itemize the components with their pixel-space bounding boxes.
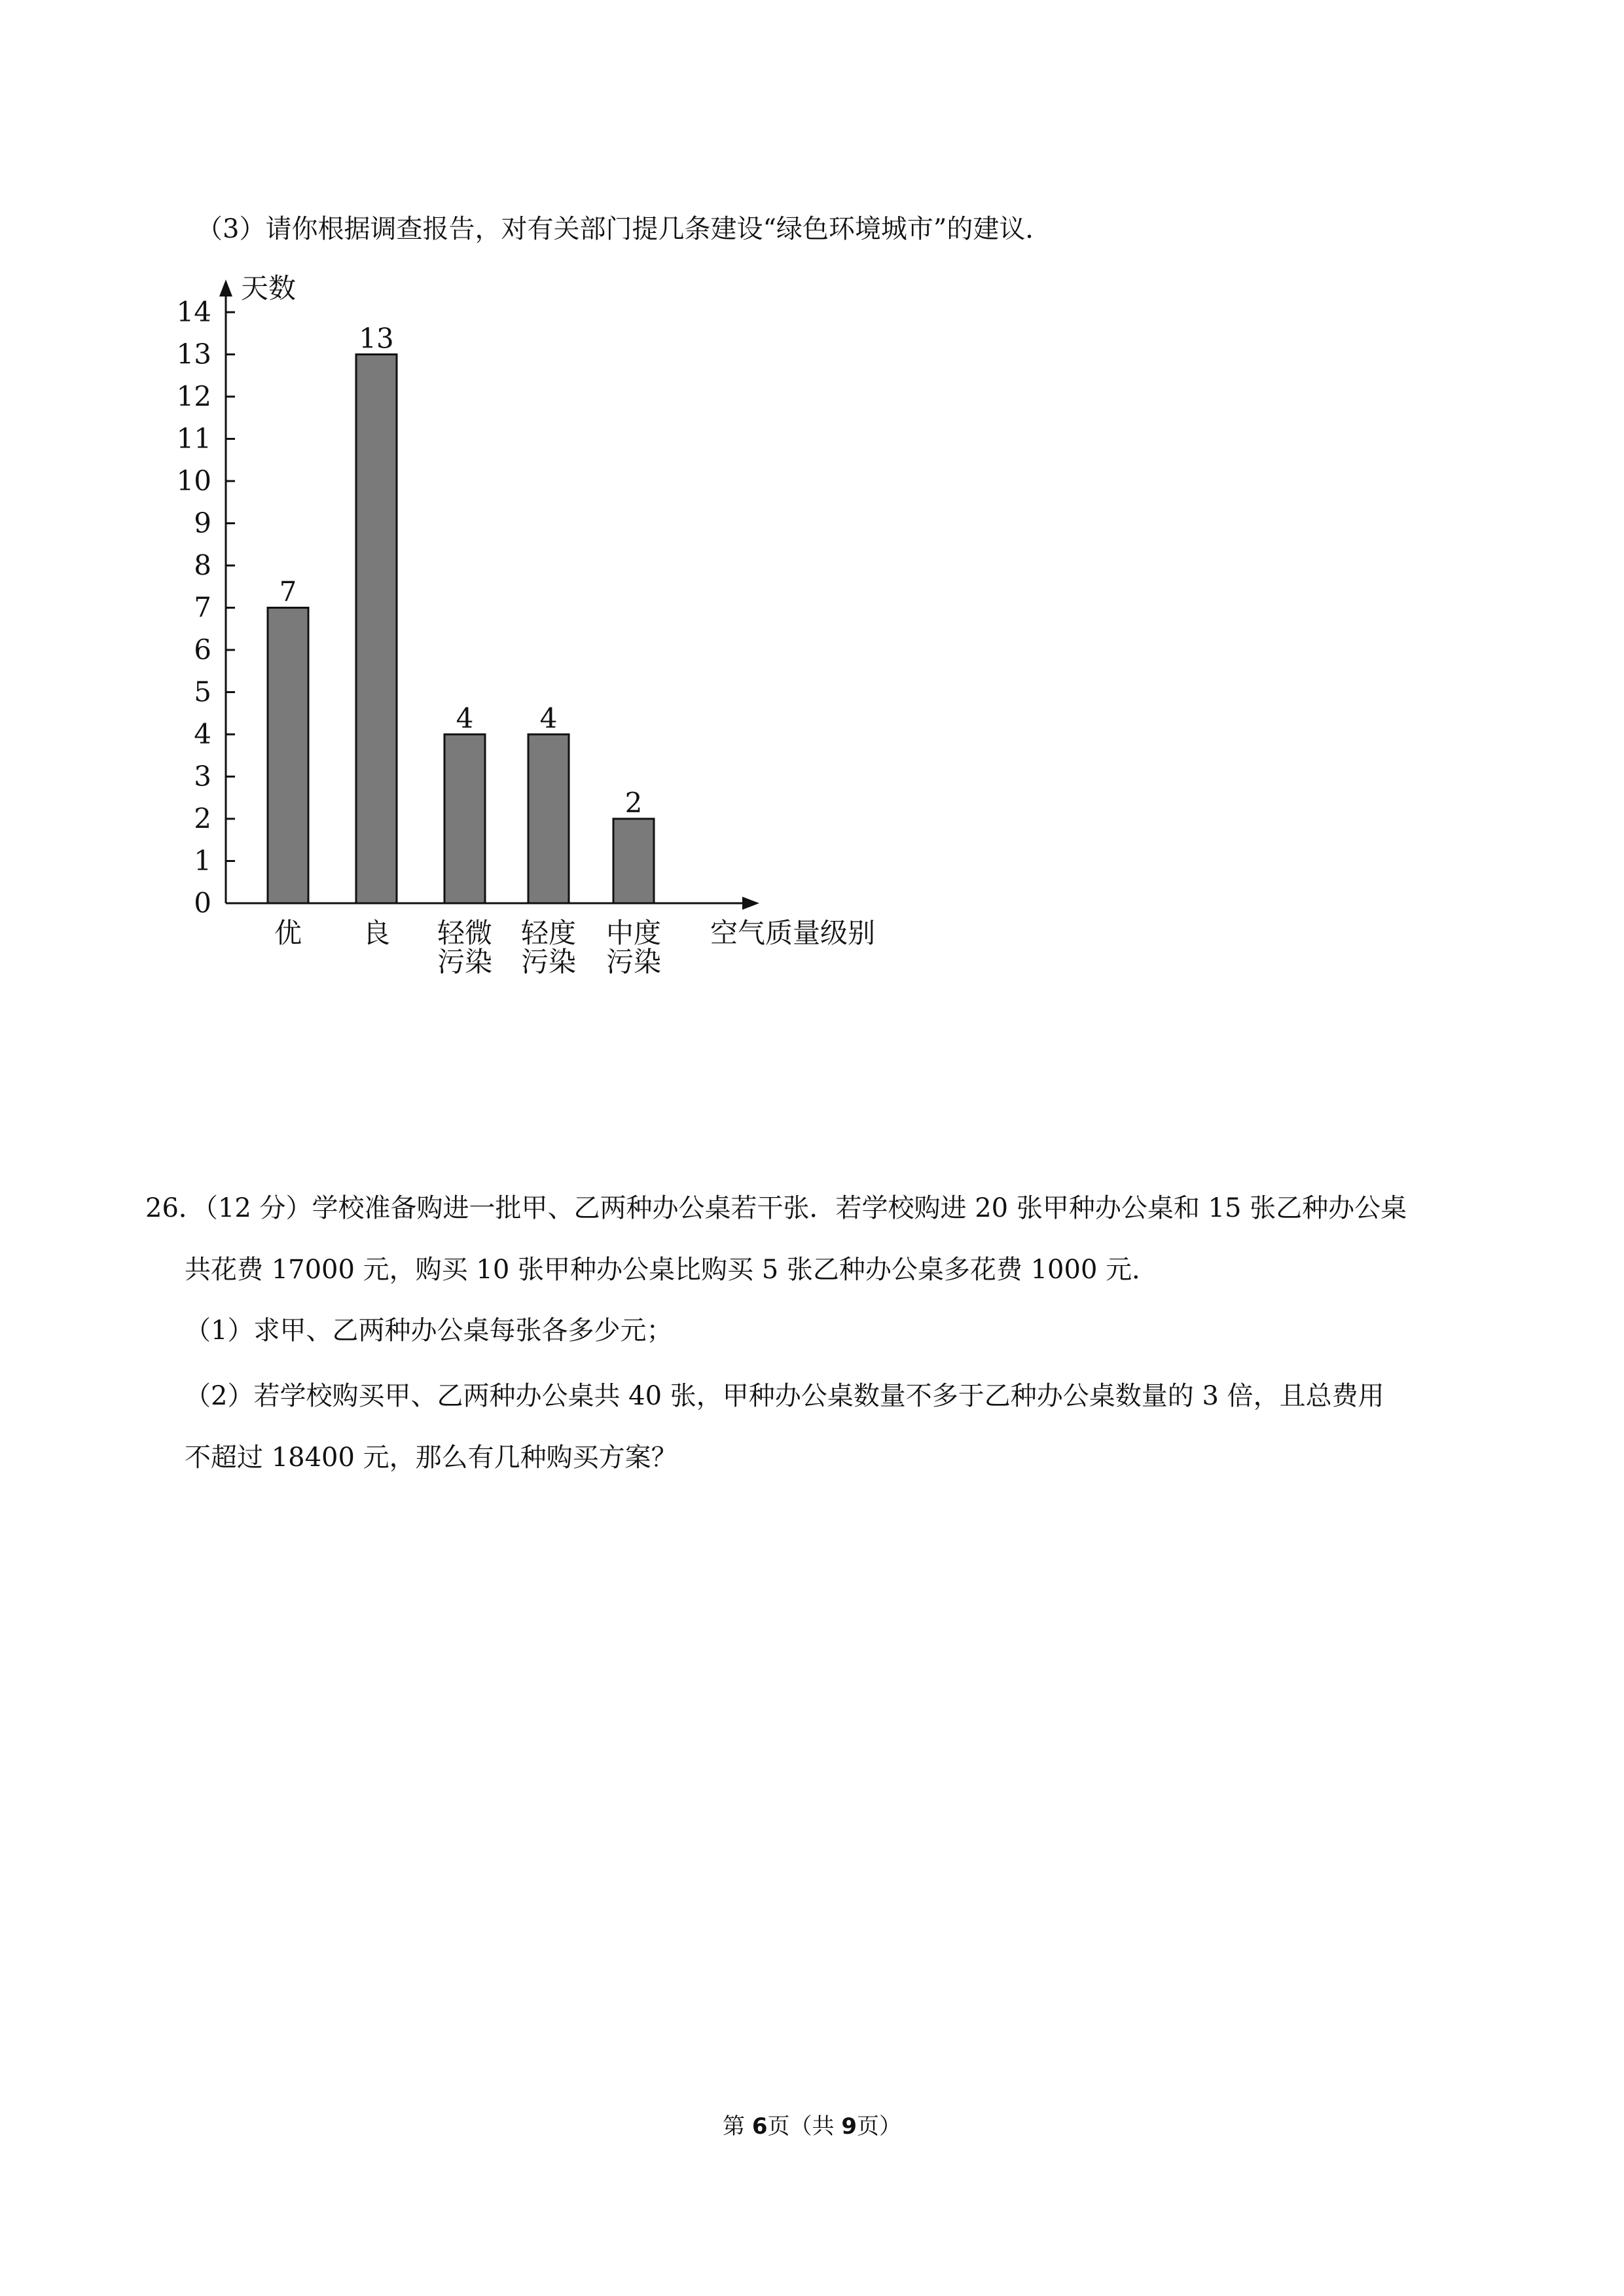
bar-data-label: 7 [279, 575, 297, 608]
y-tick-label: 4 [194, 718, 211, 750]
x-axis-arrow [742, 897, 759, 910]
bar-data-label: 4 [456, 702, 474, 734]
bar-data-label: 2 [624, 787, 643, 819]
y-tick-label: 13 [176, 338, 211, 370]
x-category-label: 轻微 [437, 917, 493, 949]
x-category-label: 污染 [605, 946, 662, 978]
air-quality-bar-chart [164, 265, 916, 998]
x-category-label: 轻度 [520, 917, 577, 949]
y-tick-label: 2 [194, 802, 211, 834]
bar [444, 734, 485, 903]
bar-data-label: 13 [359, 322, 394, 355]
y-tick-label: 7 [194, 591, 211, 624]
q26-part2-line-2: 不超过 18400 元，那么有几种购买方案？ [185, 1443, 677, 1473]
q26-part1: （1）求甲、乙两种办公桌每张各多少元； [185, 1316, 673, 1346]
x-category-label: 优 [274, 917, 302, 949]
bar [528, 734, 569, 903]
footer-suffix: 页） [856, 2113, 901, 2140]
y-tick-label: 12 [176, 380, 211, 412]
bar [613, 819, 654, 903]
y-axis-label: 天数 [241, 272, 297, 304]
y-tick-label: 9 [194, 507, 211, 539]
x-category-label: 污染 [437, 946, 493, 978]
footer-total-pages: 9 [841, 2113, 857, 2140]
x-category-label: 污染 [520, 946, 577, 978]
bar [356, 355, 397, 904]
y-tick-label: 5 [194, 675, 211, 708]
footer-prefix: 第 [723, 2113, 752, 2140]
y-tick-label: 8 [194, 549, 211, 581]
y-tick-label: 1 [194, 844, 211, 877]
q26-line-2: 共花费 17000 元，购买 10 张甲种办公桌比购买 5 张乙种办公桌多花费 1000 元． [185, 1255, 1159, 1285]
footer-middle: 页（共 [767, 2113, 842, 2140]
x-category-label: 中度 [605, 917, 662, 949]
x-category-label: 良 [362, 917, 391, 949]
footer-page-number: 6 [751, 2113, 768, 2140]
y-tick-label: 6 [194, 634, 211, 666]
y-tick-label: 11 [176, 422, 211, 455]
y-tick-label: 14 [176, 296, 211, 328]
q26-line-1: 26．（12 分）学校准备购进一批甲、乙两种办公桌若干张．若学校购进 20 张甲种办公桌和 15 张乙种办公桌 [145, 1193, 1407, 1223]
y-tick-label: 10 [176, 465, 211, 497]
bar [268, 608, 308, 904]
y-tick-label: 3 [194, 760, 211, 793]
y-axis-arrow [219, 279, 232, 296]
y-tick-labels [177, 296, 211, 919]
x-category-labels [274, 917, 661, 978]
q26-part2-line-1: （2）若学校购买甲、乙两种办公桌共 40 张，甲种办公桌数量不多于乙种办公桌数量的 3 倍，且总费用 [185, 1381, 1384, 1411]
bars [268, 323, 654, 904]
page-footer [0, 2111, 1624, 2142]
x-axis-label: 空气质量级别 [710, 917, 876, 949]
y-tick-label: 0 [194, 887, 211, 919]
bar-data-label: 4 [539, 702, 558, 734]
q25-part3-text: （3）请你根据调查报告，对有关部门提几条建设“绿色环境城市”的建议． [196, 214, 1052, 244]
